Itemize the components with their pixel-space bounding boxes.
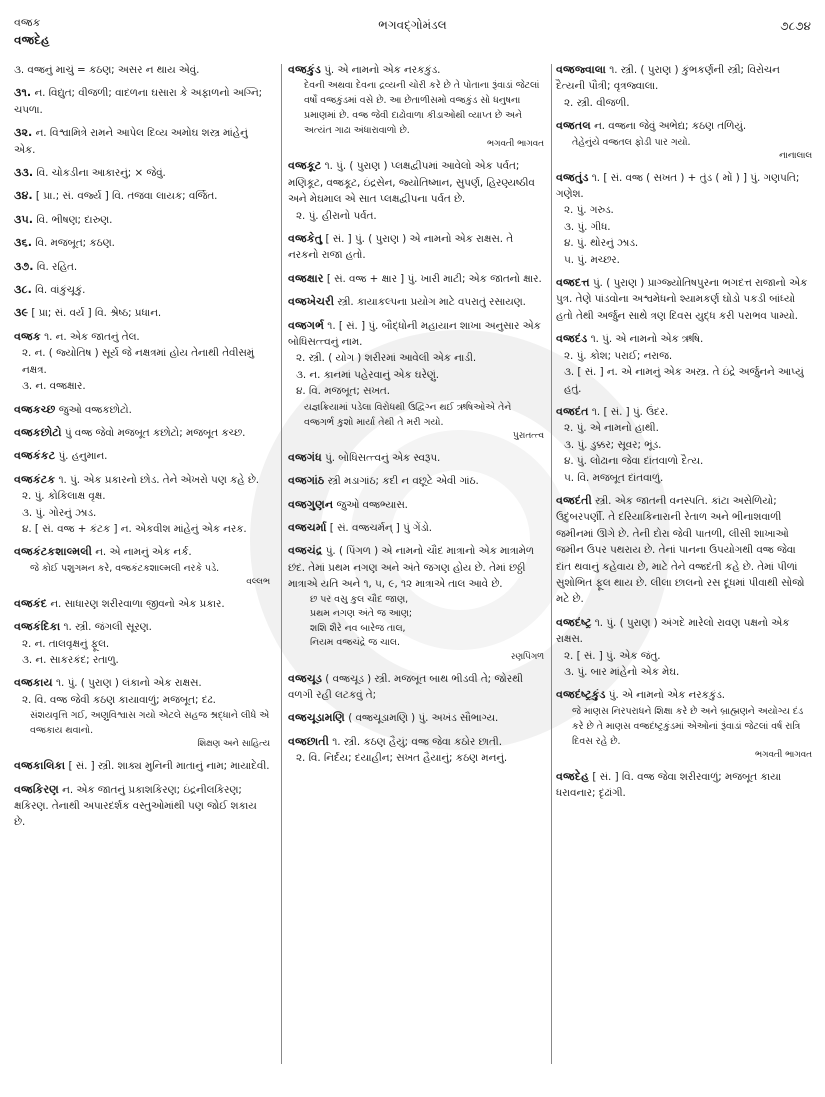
definition-text: ૩. ન. સાકરકંદ; રતાળુ. xyxy=(22,653,119,666)
headword: વજ્રગુણન xyxy=(288,497,334,511)
dictionary-entry xyxy=(556,118,812,162)
headword: વજ્રક xyxy=(14,329,41,343)
headword: ૩૮. xyxy=(14,283,32,297)
dictionary-entry xyxy=(14,596,270,612)
definition-text: પું વજ્ર જેવો મજબૂત કછોટો; મજબૂત કચ્છ. xyxy=(64,426,246,439)
dictionary-entry xyxy=(14,544,270,588)
definition-text: સ્ત્રી. એક જાતની વનસ્પતિ. કાંટા અસેળિયો; ઉદુંબરપર્ણી. તે દરિયાકિનારાની રેતાળ અને ભીનાશવાળી જમીનમાં ઊગે છે. તેની દોરા જેવી પાતળી, લીસી શાખાઓ જમીન ઉપર પથરાય છે. તેનાં પાનના ઉપયોગથી વજ્ર જેવા દાંત થવાનું કહેવાય છે, માટે તેને વજ્રદંતી કહે છે. તેમાં પીળાં સુશોભિત ફૂલ થાય છે. લીલા છાલનો રસ દૂધમાં પીવાથી સોજો મટે છે. xyxy=(556,494,805,606)
headword: વજ્રકાય xyxy=(14,676,53,690)
definition-text: ૪. [ સં. વજ્ર + કંટક ] ન. એકવીશ માંહેનું એક નરક. xyxy=(22,522,247,535)
headword: વજ્રજ્વાલા xyxy=(556,63,606,76)
entry-sense xyxy=(556,420,812,436)
headword: ૩૯ xyxy=(14,306,29,320)
definition-text: ૩. પું. ગીધ. xyxy=(564,220,611,233)
dictionary-entry xyxy=(556,170,812,268)
headword: વજ્રતલ xyxy=(556,119,591,133)
entry-definition xyxy=(288,294,544,310)
entry-sense xyxy=(288,750,544,766)
entry-definition xyxy=(556,118,812,134)
definition-text: પું. હનુમાન. xyxy=(58,450,108,463)
dictionary-entry xyxy=(288,473,544,489)
definition-text: વિ. વાંકુંચૂકું. xyxy=(35,284,86,297)
dictionary-entry xyxy=(288,294,544,310)
definition-text: વિ. રહિત. xyxy=(36,260,78,273)
headword: વજ્રકૂટ xyxy=(288,159,322,173)
definition-text: ( વજ્રચૂડ ) સ્ત્રી. મજબૂત બાથ ભીડવી તે; જોરથી વળગી રહી લટકવું તે; xyxy=(288,672,523,701)
definition-text: ન. વજ્રના જેવું અભેદ્ય; કઠણ તળિયું. xyxy=(594,120,747,133)
definition-text: [ સં. ] પું. ( પુરાણ ) એ નામનો એક રાક્ષસ. તે નરકનો રાજા હતો. xyxy=(288,233,514,262)
definition-text: ન. એક જાતનું પ્રકાશકિરણ; ઇંદ્રનીલકિરણ; ક્ષકિરણ. તેનાથી અપારદર્શક વસ્તુઓમાંથી પણ જોઈ શકાય છે. xyxy=(14,783,257,829)
definition-text: ૧. [ સં. વજ્ર ( સખત ) + તુંડ ( મોં ) ] પું. ગણપતિ; ગણેશ. xyxy=(556,171,800,201)
entry-sense xyxy=(14,521,270,537)
dictionary-entry xyxy=(556,331,812,397)
definition-text: ૫. વિ. મજબૂત દાંતવાળું. xyxy=(564,471,664,484)
dictionary-entry xyxy=(288,734,544,767)
entry-sense xyxy=(556,453,812,469)
entry-definition xyxy=(288,158,544,207)
entry-sense xyxy=(556,348,812,364)
entry-definition xyxy=(556,687,812,703)
entry-definition xyxy=(556,769,812,802)
definition-text: ૧. પું. એક પ્રકારનો છોડ. તેને એખરો પણ કહે છે. xyxy=(58,473,260,486)
entry-sense xyxy=(14,345,270,378)
dictionary-entry xyxy=(556,275,812,324)
entry-sense xyxy=(14,636,270,652)
usage-quote: તેહેનુંયે વજ્રતલ ફોડી પાર ગયો. xyxy=(572,136,691,148)
definition-text: [ સં. ] વિ. વજ્ર જેવા શરીરવાળું; મજબૂત કાયા ધરાવનાર; દૃઢાંગી. xyxy=(556,770,782,800)
entry-definition xyxy=(14,675,270,691)
entry-definition xyxy=(288,671,544,704)
dictionary-entry xyxy=(288,671,544,704)
quote-source: નાનાલાલ xyxy=(779,150,812,161)
entry-definition xyxy=(14,448,270,464)
definition-text: ૨. વિ. વજ્ર જેવી કઠણ કાયાવાળું; મજબૂત; દઢ. xyxy=(22,693,216,706)
entry-sense xyxy=(288,350,544,366)
headword: વજ્રકંટકશાલ્મલી xyxy=(14,545,92,559)
entry-definition xyxy=(14,259,270,275)
dictionary-entry xyxy=(556,687,812,761)
dictionary-entry xyxy=(288,520,544,536)
verse-line: છ પર વસુ કુલ ચૌદ જાણ, xyxy=(310,593,409,605)
entry-sense xyxy=(14,692,270,708)
headword: વજ્રચંદ્ર xyxy=(288,544,323,558)
definition-text: ન. સાધારણ શરીરવાળા જીવનો એક પ્રકાર. xyxy=(50,597,225,610)
entry-sense xyxy=(14,378,270,394)
entry-definition xyxy=(14,596,270,612)
dictionary-entry xyxy=(556,404,812,486)
headword: વજ્રદેહ xyxy=(556,769,590,783)
definition-text: [ સં. વજ્રચર્મન્ ] પું ગેંડો. xyxy=(329,521,433,534)
entry-definition xyxy=(288,271,544,287)
entry-sense xyxy=(556,470,812,486)
headword: વજ્રગર્ભ xyxy=(288,318,325,332)
verse-line: પ્રથમ નગણ અંતે જ આણ; xyxy=(310,608,413,620)
definition-text: ૩. પું. ડુક્કર; સૂવર; ભૂંડ. xyxy=(564,438,662,451)
definition-text: પું. એ નામનો એક નરકકુંડ. xyxy=(608,689,726,702)
headword: વજ્રકંદ xyxy=(14,596,48,610)
dictionary-entry xyxy=(288,318,544,443)
headword: વજ્રક્ષાર xyxy=(288,271,324,285)
entry-definition xyxy=(14,472,270,488)
definition-text: [ સં. ] સ્ત્રી. શાક્ય મુનિની માતાનું નામ; માયાદેવી. xyxy=(68,760,270,773)
headword: વજ્રકેતુ xyxy=(288,232,323,246)
definition-text: પું. ( પિંગળ ) એ નામનો ચૌદ માત્રાનો એક માત્રામેળ છંદ. તેમાં પ્રથમ નગણ અને અંતે જગણ હોય છે. તેમાં છઠ્ઠી માત્રાએ યતિ અને ૧, ૫, ૯, ૧૨ માત્રાએ તાલ આવે છે. xyxy=(288,545,534,591)
entry-definition xyxy=(288,710,544,726)
entry-sense xyxy=(14,652,270,668)
entry-definition xyxy=(556,615,812,648)
dictionary-entry xyxy=(14,85,270,118)
quote-source: વલ્લભ xyxy=(246,576,270,587)
dictionary-entry xyxy=(14,619,270,668)
definition-text: ૨. પું. હીરાનો પર્વત. xyxy=(296,209,377,222)
definition-text: ૧. પું. ( પુરાણ ) લંકાનો એક રાક્ષસ. xyxy=(55,677,202,690)
entry-definition xyxy=(288,231,544,264)
headword: વજ્રચર્મા xyxy=(288,520,327,534)
quote-source: પુરાતત્ત્વ xyxy=(512,430,544,441)
definition-text: ૧. સ્ત્રી. ( પુરાણ ) કુંભકર્ણની સ્ત્રી; વિરોચન દૈત્યની પૌત્રી; વૃત્રજ્વાલા. xyxy=(556,64,780,93)
entry-sense xyxy=(14,488,270,504)
headword: ૩૩. xyxy=(14,166,34,180)
dictionary-entry xyxy=(288,450,544,466)
headword: ૩૧. xyxy=(14,86,32,100)
entry-definition xyxy=(288,543,544,592)
usage-quote: જે માણસ નિરપરાધને શિક્ષા કરે છે અને બ્રાહ્મણને અયોગ્ય દંડ કરે છે તે માણસ વજ્રદંષ્ટ્રકુંડમાં એઓનાં રૂંવાડાં જેટલાં વર્ષ રાત્રિ દિવસ રહે છે. xyxy=(572,705,804,747)
entry-definition xyxy=(14,212,270,228)
guide-word-last: વજ્રદેહ xyxy=(14,33,50,47)
definition-text: ન. વિદ્યુત; વીજળી; વાદળના ઘસારા કે અફાળનો અગ્નિ; ચપળા. xyxy=(14,87,263,116)
dictionary-columns xyxy=(0,62,825,1092)
dictionary-entry xyxy=(556,615,812,681)
definition-text: ૨. [ સં. ] પું. એક જંતુ. xyxy=(564,649,661,662)
usage-quote: જે કોઈ પશુગમન કરે, વજ્રકંટકશાલ્મલી નરકે પડે. xyxy=(30,562,220,574)
definition-text: વિ. ચોકડીના આકારનું; × જેવું. xyxy=(36,167,166,180)
headword: વજ્રકંદિકા xyxy=(14,620,61,634)
entry-sense xyxy=(556,648,812,664)
dictionary-entry xyxy=(14,329,270,395)
definition-text: ૫. પું. મચ્છર. xyxy=(564,253,620,266)
entry-definition xyxy=(14,125,270,158)
headword: ૩૫. xyxy=(14,212,34,226)
definition-text: સ્ત્રી મડાગાંઠ; કદી ન વછૂટે એવી ગાંઠ. xyxy=(327,475,479,488)
definition-text: ૨. પું. ગરુડ. xyxy=(564,204,614,217)
headword: વજ્રદંત xyxy=(556,404,589,418)
entry-sense xyxy=(288,383,544,399)
definition-text: પું. ( પુરાણ ) પ્રાગ્જ્યોતિષપુરના ભગદત્ત રાજાનો એક પુત્ર. તેણે પાંડવોના અશ્વમેધનો શ્યામકર્ણ ઘોડો પકડી બાંધ્યો હતો તેથી અર્જુન સાથે ત્રણ દિવસ યુદ્ધ કરી પરાભવ પામ્યો. xyxy=(556,277,808,322)
entry-definition xyxy=(14,62,270,78)
definition-text: ૩. ન. કાનમાં પહેરવાનું એક ઘરેણું. xyxy=(296,368,440,381)
dictionary-entry xyxy=(288,497,544,513)
entry-definition xyxy=(14,282,270,298)
entry-definition xyxy=(556,404,812,420)
entry-definition xyxy=(14,544,270,560)
quote-source: શિક્ષણ અને સાહિત્ય xyxy=(197,739,270,750)
definition-text: ૪. વિ. મજબૂત; સખત. xyxy=(296,385,390,398)
entry-definition xyxy=(288,520,544,536)
definition-text: ૪. પું. લોઢાના જેવા દાંતવાળો દૈત્ય. xyxy=(564,455,704,468)
dictionary-entry xyxy=(556,62,812,111)
entry-definition xyxy=(556,331,812,347)
dictionary-entry xyxy=(14,675,270,751)
entry-sense xyxy=(556,364,812,397)
dictionary-entry xyxy=(288,271,544,287)
definition-text: ૧. પું. ( પુરાણ ) પ્લક્ષદ્વીપમાં આવેલો એક પર્વત; મણિકૂટ, વજ્રકૂટ, ઇંદ્રસેન, જ્યોતિષ્માન, સુપર્ણ, હિરણ્યષ્ઠીવ અને મેઘમાલ એ સાત પ્લક્ષદ્વીપના પર્વત છે. xyxy=(288,160,535,206)
headword: વજ્રગાંઠ xyxy=(288,474,325,488)
entry-sense xyxy=(556,664,812,680)
entry-definition xyxy=(14,425,270,441)
headword: વજ્રકાલિકા xyxy=(14,759,66,773)
definition-text: ૨. વિ. નિર્દય; દયાહીન; સખત હૈયાનું; કઠણ મનનું. xyxy=(296,752,508,765)
headword: ૩૨. xyxy=(14,126,33,140)
headword: ૩૬. xyxy=(14,236,32,250)
dictionary-entry xyxy=(288,158,544,224)
definition-text: ૨. સ્ત્રી. ( યોગ ) શરીરમાં આવેલી એક નાડી. xyxy=(296,352,477,365)
headword: વજ્રકચ્છ xyxy=(14,402,56,416)
dictionary-entry xyxy=(14,235,270,251)
entry-definition xyxy=(14,235,270,251)
definition-text: ૨. ન. તાલવૃક્ષનું ફૂલ. xyxy=(22,637,110,650)
entry-sense xyxy=(14,505,270,521)
entry-sense xyxy=(556,202,812,218)
dictionary-entry xyxy=(556,493,812,608)
definition-text: ૩. પું. બાર માંહેનો એક મેઘ. xyxy=(564,666,680,678)
dictionary-entry xyxy=(14,62,270,78)
entry-definition xyxy=(288,450,544,466)
headword: વજ્રકંકટ xyxy=(14,449,56,463)
column-1 xyxy=(14,62,276,1092)
definition-text: ૧. સ્ત્રી. કઠણ હૈયું; વજ્ર જેવા કઠોર છાતી. xyxy=(332,735,502,748)
entry-definition xyxy=(14,329,270,345)
entry-definition xyxy=(14,619,270,635)
definition-text: ૨. પું. કોકિલાક્ષ વૃક્ષ. xyxy=(22,490,106,503)
headword: વજ્રદત્ત xyxy=(556,276,590,290)
entry-definition xyxy=(14,85,270,118)
entry-sense xyxy=(288,208,544,224)
usage-quote: સંશયવૃત્તિ ગઈ, અણુવિશ્વાસ ગયો એટલે સહજ શ્રદ્ધાને લીધે એ વજ્રકાય થવાનો. xyxy=(30,710,270,737)
definition-text: [ પ્રા.; સં. વર્જ્ય ] વિ. તજવા લાયક; વર્જિત. xyxy=(35,190,218,203)
definition-text: ૩. પું. ગોરનું ઝાડ. xyxy=(22,506,97,519)
page-title: ભગવદ્ગોમંડલ xyxy=(378,18,447,32)
guide-word-first: વજ્રક xyxy=(14,16,41,29)
entry-sense xyxy=(556,219,812,235)
dictionary-entry xyxy=(14,259,270,275)
dictionary-entry xyxy=(288,231,544,264)
definition-text: ૨. ન. ( જ્યોતિષ ) સૂર્ય જે નક્ષત્રમાં હોય તેનાથી તેવીસમું નક્ષત્ર. xyxy=(22,347,255,376)
definition-text: ન. વિશ્વામિત્રે રામને આપેલ દિવ્ય અમોઘ શસ્ત્ર માંહેનું એક. xyxy=(14,127,248,156)
definition-text: સ્ત્રી. કાયાકલ્પના પ્રયોગ માટે વપરાતું રસાયણ. xyxy=(337,296,526,309)
headword: વજ્રકિરણ xyxy=(14,782,59,796)
headword: વજ્રગંધ xyxy=(288,450,322,464)
definition-text: ૧. ન. એક જાતનું તેલ. xyxy=(44,330,140,343)
definition-text: ૨. સ્ત્રી. વીજળી. xyxy=(564,96,630,109)
definition-text: વિ. મજબૂત; કઠણ. xyxy=(35,237,115,250)
entry-definition xyxy=(14,402,270,418)
headword: વજ્રકંટક xyxy=(14,472,56,486)
definition-text: ( વજ્રચૂડામણિ ) પું. અખંડ સૌભાગ્ય. xyxy=(348,712,499,725)
entry-definition xyxy=(14,165,270,181)
entry-sense xyxy=(288,367,544,383)
entry-definition xyxy=(14,782,270,831)
headword: વજ્રદંડ xyxy=(556,332,588,346)
usage-quote: દેવની અથવા દેવના દ્રવ્યની ચોરી કરે છે તે પોતાના રૂંવાડાં જેટલાં વર્ષો વજ્રકુંડમાં વસે છે. આ છેતાળીસમો વજ્રકુંડ સો ધનુષના પ્રમાણમાં છે. વજ્ર જેવી દાઢોવાળા કીડાઓથી વ્યાપ્ત છે અને અત્યંત ગાઢા અંધારાવાળો છે. xyxy=(304,80,540,137)
dictionary-entry xyxy=(14,758,270,774)
dictionary-entry xyxy=(14,305,270,321)
dictionary-entry xyxy=(288,543,544,663)
headword: વજ્રચૂડામણિ xyxy=(288,711,345,725)
headword: વજ્રદંતી xyxy=(556,493,592,507)
definition-text: વિ. ભીષણ; દારુણ. xyxy=(36,213,113,226)
definition-text: ૩. વજ્રનું માચું = કઠણ; અસર ન થાય એવું. xyxy=(14,64,200,76)
quote-source: ભગવતી ભાગવત xyxy=(754,749,812,760)
entry-definition xyxy=(556,170,812,203)
headword: વજ્રકુંડ xyxy=(288,63,321,76)
definition-text: પું. એ નામનો એક નરકકુંડ. xyxy=(324,64,441,76)
column-3 xyxy=(556,62,818,1092)
entry-definition xyxy=(556,275,812,324)
definition-text: ૩. [ સં. ] ન. એ નામનું એક અસ્ત્ર. તે ઇંદ્રે અર્જુનને આપ્યું હતું. xyxy=(564,366,804,395)
dictionary-entry xyxy=(14,425,270,441)
headword: વજ્રછાતી xyxy=(288,734,329,748)
dictionary-entry xyxy=(14,212,270,228)
definition-text: ૨. પું. કોશ; પરાઈ; નરાજ. xyxy=(564,349,673,362)
definition-text: ૧. [ સં. ] પું. બૌદ્ધોની મહાયાન શાખા અનુસાર એક બોધિસત્ત્વનું નામ. xyxy=(288,319,541,349)
entry-definition xyxy=(14,188,270,204)
dictionary-entry xyxy=(14,125,270,158)
definition-text: ૩. ન. વજ્રક્ષાર. xyxy=(22,380,86,393)
headword: ૩૪. xyxy=(14,189,33,203)
entry-sense xyxy=(556,95,812,111)
dictionary-entry xyxy=(14,448,270,464)
usage-quote: યજ્ઞક્રિયામાં પડેલા વિરોધથી ઉદ્વિગ્ન થઈ ઋષિઓએ તેને વજ્રગર્ભ કુશો માર્યા તેથી તે મરી ગયો. xyxy=(304,401,512,428)
definition-text: [ પ્રા; સં. વર્ય ] વિ. શ્રેષ્ઠ; પ્રધાન. xyxy=(31,307,162,320)
dictionary-entry xyxy=(556,769,812,802)
headword: વજ્રતુંડ xyxy=(556,170,589,184)
definition-text: ૧. પું. ( પુરાણ ) અંગદે મારેલો રાવણ પક્ષનો એક રાક્ષસ. xyxy=(556,616,790,646)
entry-sense xyxy=(556,252,812,268)
definition-text: જુઓ વજ્રભ્યાસ. xyxy=(336,498,408,511)
definition-text: ૨. પું. એ નામનો હાથી. xyxy=(564,422,659,435)
headword: વજ્રખેચરી xyxy=(288,295,335,309)
page-number: ૭૮૭૪ xyxy=(780,19,811,33)
verse-line: શશિ શૈરે નવ બારેજ તાલ, xyxy=(310,622,406,634)
definition-text: ૧. સ્ત્રી. જંગલી સૂરણ. xyxy=(63,621,152,634)
page-header xyxy=(0,0,825,56)
definition-text: ૧. પું. એ નામનો એક ઋષિ. xyxy=(590,333,704,346)
dictionary-entry xyxy=(14,402,270,418)
quote-source: ભગવતી ભાગવત xyxy=(486,139,544,150)
column-2 xyxy=(288,62,550,1092)
entry-definition xyxy=(288,62,544,78)
entry-definition xyxy=(288,734,544,750)
dictionary-entry xyxy=(14,472,270,538)
dictionary-entry xyxy=(14,282,270,298)
dictionary-entry xyxy=(14,782,270,831)
definition-text: ૧. [ સં. ] પું. ઉંદર. xyxy=(591,405,669,418)
headword: વજ્રદંષ્ટ્ર xyxy=(556,615,592,629)
entry-sense xyxy=(556,437,812,453)
entry-definition xyxy=(288,473,544,489)
definition-text: ન. એ નામનું એક નર્ક. xyxy=(95,546,192,559)
quote-source: રણપિંગળ xyxy=(510,651,544,662)
entry-definition xyxy=(556,493,812,608)
entry-definition xyxy=(288,318,544,351)
headword: ૩૭. xyxy=(14,259,34,273)
definition-text: પું. બોધિસત્ત્વનું એક સ્વરૂપ. xyxy=(325,451,441,464)
definition-text: ૪. પું. થોરનું ઝાડ. xyxy=(564,237,639,250)
dictionary-entry xyxy=(288,62,544,151)
headword: વજ્રચૂડ xyxy=(288,671,322,685)
definition-text: જુઓ વજ્રકછોટો. xyxy=(58,403,132,416)
entry-definition xyxy=(556,62,812,95)
headword: વજ્રકછોટો xyxy=(14,425,62,439)
headword: વજ્રદંષ્ટ્રકુંડ xyxy=(556,688,606,702)
dictionary-entry xyxy=(14,165,270,181)
entry-sense xyxy=(556,235,812,251)
dictionary-entry xyxy=(14,188,270,204)
entry-definition xyxy=(14,305,270,321)
dictionary-entry xyxy=(288,710,544,726)
entry-definition xyxy=(14,758,270,774)
definition-text: [ સં. વજ્ર + ક્ષાર ] પું. ખારી માટી; એક જાતનો ક્ષાર. xyxy=(326,272,542,285)
verse-line: નિયમ વજ્રચંદ્રે જ ચાલ. xyxy=(310,637,400,649)
entry-definition xyxy=(288,497,544,513)
